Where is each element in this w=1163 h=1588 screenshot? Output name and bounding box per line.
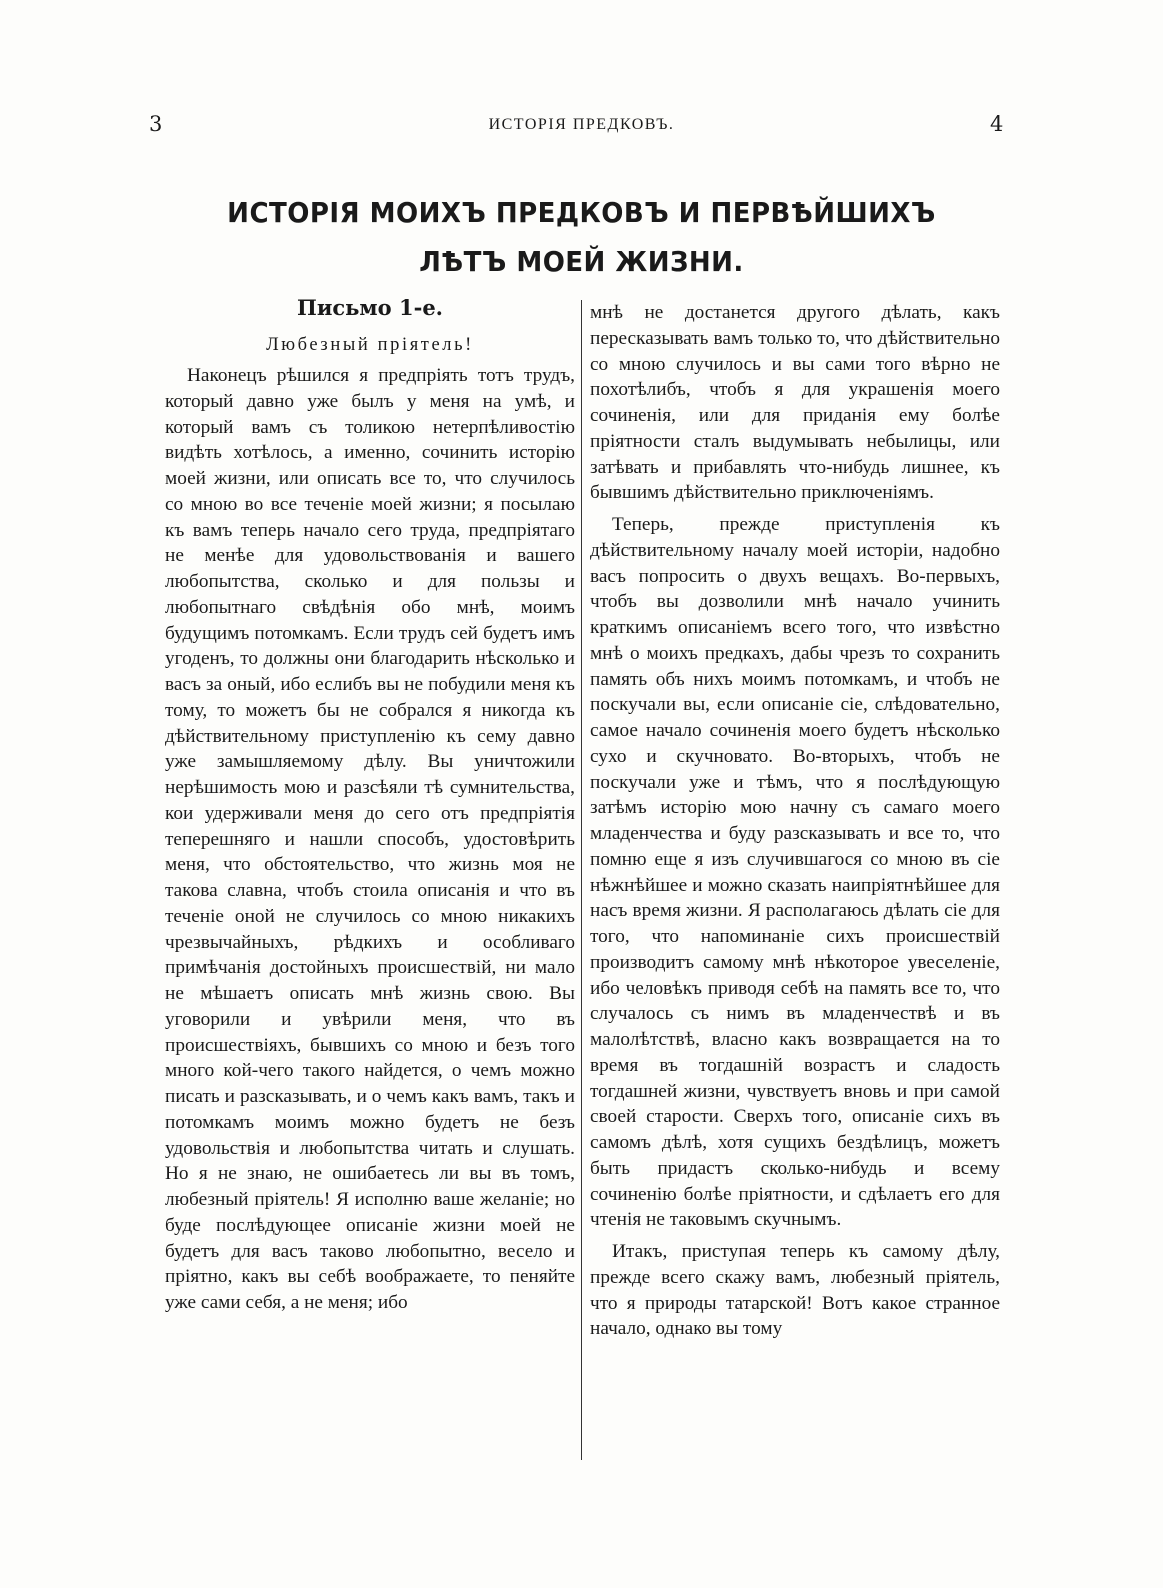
column-divider — [581, 300, 582, 1460]
paragraph-1-continued: мнѣ не достанется другого дѣлать, какъ пересказывать вамъ только то, что дѣйствительно со мною случилось и вы сами того вѣрно не похотѣлибъ, чтобъ я для украшенія моего сочиненія, или для приданія ему болѣе пріятности сталъ выдумывать небылицы, или затѣвать и прибавлять что-нибудь лишнее, къ бывшимъ дѣйствительно приключеніямъ. — [590, 302, 1000, 504]
running-head: ИСТОРІЯ ПРЕДКОВЪ. — [488, 116, 675, 133]
page-number-left: 3 — [149, 112, 163, 136]
left-column — [165, 292, 575, 1316]
paragraph-1: Наконецъ рѣшился я предпріять тотъ трудъ, который давно уже былъ у меня на умѣ, и который вамъ съ толикою нетерпѣливостію видѣть хотѣлось, а именно, сочинить исторію моей жизни, или описать все то, что случилось со мною во все теченіе моей жизни; я посылаю къ вамъ теперь начало сего труда, предпріятаго не менѣе для удовольствованія и вашего любопытства, сколько и для пользы и любопытнаго свѣдѣнія обо мнѣ, моимъ будущимъ потомкамъ. Если трудъ сей будетъ имъ угоденъ, то должны они благодарить нѣсколько и васъ за оный, ибо еслибъ вы не побудили меня къ тому, то можетъ бы не собрался я никогда къ дѣйствительному приступленію къ сему давно уже замышляемому дѣлу. Вы уничтожили нерѣшимость мою и разсѣяли тѣ сумнительства, кои удерживали меня до сего отъ предпріятія теперешняго и нашли способъ, удостовѣрить меня, что обстоятельство, что жизнь моя не такова славна, чтобъ стоила описанія и что въ теченіе оной не случилось со мною никакихъ чрезвычайныхъ, рѣдкихъ и особливаго примѣчанія достойныхъ происшествій, ни мало не мѣшаетъ описать мнѣ жизнь свою. Вы уговорили и увѣрили меня, что въ происшествіяхъ, бывшихъ со мною и безъ того много кой-чего такого найдется, о чемъ можно писать и разсказывать, и о чемъ какъ вамъ, такъ и потомкамъ моимъ можно будетъ не безъ удовольствія и любопытства читать и слушать. Но я не знаю, не ошибаетесь ли вы въ томъ, любезный пріятель! Я исполню ваше желаніе; но буде послѣдующее описаніе жизни моей не будетъ для васъ таково любопытно, весело и пріятно, какъ вы себѣ воображаете, то пеняйте уже сами себя, а не меня; ибо — [165, 365, 575, 1313]
letter-heading: Письмо 1-е. — [296, 295, 443, 320]
salutation: Любезный пріятель! — [266, 335, 474, 355]
page-number-right: 4 — [990, 112, 1004, 136]
paragraph-3: Итакъ, приступая теперь къ самому дѣлу, прежде всего скажу вамъ, любезный пріятель, что я природы татарской! Вотъ какое странное начало, однако вы тому — [590, 1241, 1000, 1340]
chapter-title: ИСТОРІЯ МОИХЪ ПРЕДКОВЪ И ПЕРВѢЙШИХЪ ЛѢТЪ МОЕЙ ЖИЗНИ. — [227, 196, 936, 278]
paragraph-2: Теперь, прежде приступленія къ дѣйствительному началу моей исторіи, надобно васъ попросить о двухъ вещахъ. Во-первыхъ, чтобъ вы дозволили мнѣ начало учинить краткимъ описаніемъ всего того, что извѣстно мнѣ о моихъ предкахъ, дабы чрезъ то сохранить память объ нихъ моимъ потомкамъ, и чтобъ не поскучали вы, если описаніе сіе, слѣдовательно, самое начало сочиненія моего будетъ нѣсколько сухо и скучновато. Во-вторыхъ, чтобъ не поскучали уже и тѣмъ, что я послѣдующую затѣмъ исторію мою начну съ самаго моего младенчества и буду разсказывать и все то, что помню еще я изъ случившагося со мною въ сіе нѣжнѣйшее и можно сказать наипріятнѣйшее для насъ время жизни. Я располагаюсь дѣлать сіе для того, что напоминаніе сихъ происшествій производитъ самому мнѣ нѣкоторое увеселеніе, ибо человѣкъ приводя себѣ на память все то, что случалось съ нимъ въ младенчествѣ и въ малолѣтствѣ, власно какъ возвращается на то время въ тогдашній возрастъ и сладость тогдашней жизни, чувствуетъ вновь и при самой своей старости. Сверхъ того, описаніе сихъ въ самомъ дѣлѣ, хотя сущихъ бездѣлицъ, можетъ быть придастъ сколько-нибудь и всему сочиненію болѣе пріятности, и сдѣлаетъ его для чтенія не таковымъ скучнымъ. — [590, 514, 1000, 1231]
right-column — [590, 300, 1000, 1342]
